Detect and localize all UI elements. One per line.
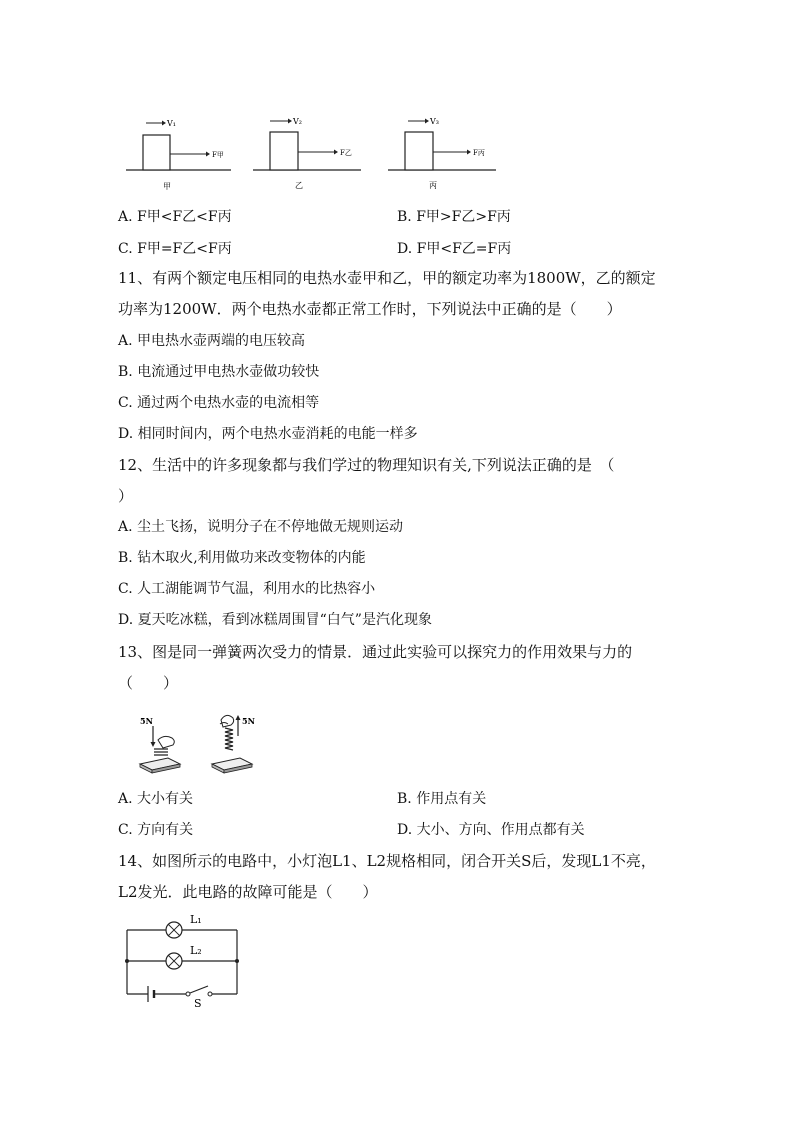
l1-label: L₁ xyxy=(190,913,202,926)
l2-label: L₂ xyxy=(190,944,202,957)
q12-stem-line2: ） xyxy=(118,487,134,505)
spring-stretched xyxy=(212,715,255,773)
q13-option-c[interactable]: C. 方向有关 xyxy=(118,822,194,838)
q14-stem-line2: L2发光．此电路的故障可能是（ ） xyxy=(118,883,378,901)
panel-bing xyxy=(388,117,496,190)
panel-label-yi: 乙 xyxy=(295,181,303,190)
q11-option-d[interactable]: D. 相同时间内，两个电热水壶消耗的电能一样多 xyxy=(118,426,418,442)
lamp-l1-icon xyxy=(166,922,182,938)
panel-label-jia: 甲 xyxy=(163,182,171,191)
spring-compressed xyxy=(140,716,180,773)
force-label-right: 5N xyxy=(242,716,255,726)
f-jia-label: F甲 xyxy=(212,151,224,159)
q13-option-d[interactable]: D. 大小、方向、作用点都有关 xyxy=(397,822,585,838)
circuit-diagram xyxy=(120,908,250,1008)
f-bing-label: F丙 xyxy=(473,149,485,157)
q11-option-c[interactable]: C. 通过两个电热水壶的电流相等 xyxy=(118,395,320,411)
panel-yi xyxy=(253,117,361,190)
q11-option-b[interactable]: B. 电流通过甲电热水壶做功较快 xyxy=(118,364,320,380)
q12-option-d[interactable]: D. 夏天吃冰糕，看到冰糕周围冒“白气”是汽化现象 xyxy=(118,612,432,628)
q12-option-c[interactable]: C. 人工湖能调节气温，利用水的比热容小 xyxy=(118,581,376,597)
q13-stem-line2: （ ） xyxy=(118,674,179,692)
spring-figure xyxy=(138,712,268,778)
v3-label: V₃ xyxy=(430,117,439,126)
switch-label: S xyxy=(194,997,202,1008)
force-figure xyxy=(118,110,508,195)
panel-jia xyxy=(126,119,231,191)
q11-stem-line1: 11、有两个额定电压相同的电热水壶甲和乙，甲的额定功率为1800W，乙的额定 xyxy=(118,269,656,287)
q13-option-b[interactable]: B. 作用点有关 xyxy=(397,791,487,807)
q11-option-a[interactable]: A. 甲电热水壶两端的电压较高 xyxy=(118,333,306,349)
panel-label-bing: 丙 xyxy=(429,181,437,190)
q11-stem-line2: 功率为1200W．两个电热水壶都正常工作时，下列说法中正确的是（ ） xyxy=(118,300,622,318)
q13-option-a[interactable]: A. 大小有关 xyxy=(118,791,194,807)
battery-icon xyxy=(148,986,154,1002)
q13-stem-line1: 13、图是同一弹簧两次受力的情景．通过此实验可以探究力的作用效果与力的 xyxy=(118,643,633,661)
q10-option-a[interactable]: A. F甲<F乙<F丙 xyxy=(118,209,232,225)
q14-stem-line1: 14、如图所示的电路中，小灯泡L1、L2规格相同，闭合开关S后，发现L1不亮， xyxy=(118,852,656,870)
q12-stem-line1: 12、生活中的许多现象都与我们学过的物理知识有关,下列说法正确的是 （ xyxy=(118,456,615,474)
q10-option-b[interactable]: B. F甲>F乙>F丙 xyxy=(397,209,511,225)
q10-option-c[interactable]: C. F甲=F乙<F丙 xyxy=(118,241,232,257)
force-label-left: 5N xyxy=(140,716,153,726)
q12-option-a[interactable]: A. 尘土飞扬，说明分子在不停地做无规则运动 xyxy=(118,519,404,535)
q10-option-d[interactable]: D. F甲<F乙=F丙 xyxy=(397,241,512,257)
f-yi-label: F乙 xyxy=(340,149,352,157)
v1-label: V₁ xyxy=(167,119,176,128)
switch-icon xyxy=(186,986,212,996)
lamp-l2-icon xyxy=(166,953,182,969)
q12-option-b[interactable]: B. 钻木取火,利用做功来改变物体的内能 xyxy=(118,550,366,566)
v2-label: V₂ xyxy=(293,117,302,126)
